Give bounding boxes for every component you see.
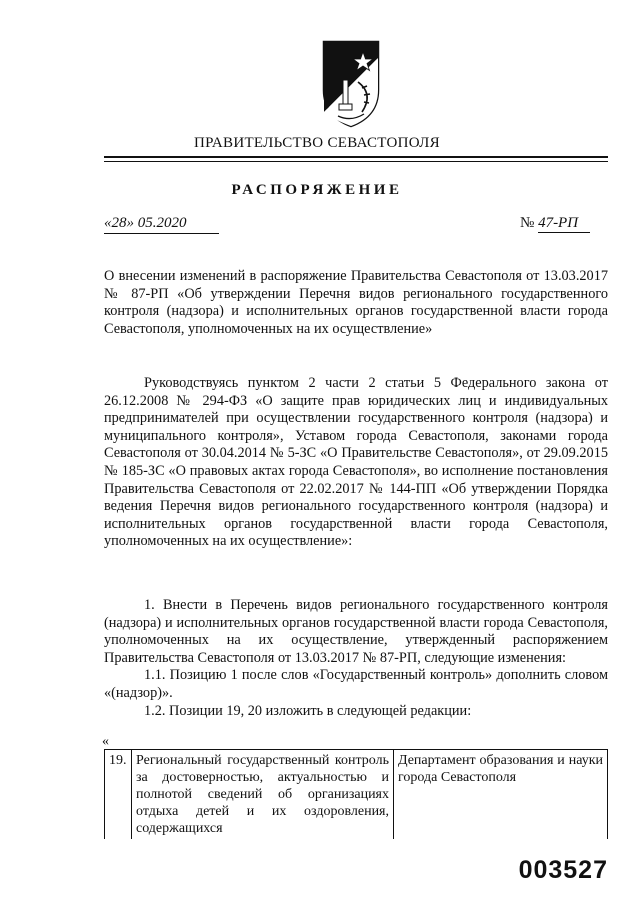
table-row bbox=[105, 750, 608, 840]
document-number bbox=[520, 215, 608, 233]
document-subject bbox=[104, 268, 608, 338]
document-number-value: 47-РП bbox=[538, 215, 590, 233]
subject-text: О внесении изменений в распоряжение Правительства Севастополя от 13.03.2017 № 87-РП «Об утверждении Перечня видов регионального государственного контроля (надзора) и исполнительных органов государственной власти города Севастополя, уполномоченных на их осуществление» bbox=[104, 268, 608, 337]
order-item-1-2: 1.2. Позиции 19, 20 изложить в следующей редакции: bbox=[144, 702, 472, 719]
position-description: Региональный государственный контроль за достоверностью, актуальностью и полнотой сведений об организациях отдыха детей и их оздоровления, содержащихся bbox=[132, 750, 394, 840]
position-department: Департамент образования и науки города Севастополя bbox=[394, 750, 608, 840]
sevastopol-coat-of-arms-icon bbox=[318, 38, 384, 128]
serial-number: 003527 bbox=[518, 856, 608, 884]
quote-open-mark: « bbox=[102, 734, 109, 749]
header-rule-thin bbox=[104, 161, 608, 162]
document-number-prefix: № bbox=[520, 215, 535, 231]
document-date: «28» 05.2020 bbox=[104, 215, 219, 234]
legal-basis bbox=[104, 375, 608, 551]
document-type: РАСПОРЯЖЕНИЕ bbox=[231, 182, 403, 198]
government-title: ПРАВИТЕЛЬСТВО СЕВАСТОПОЛЯ bbox=[194, 135, 440, 151]
order-item-1: 1. Внести в Перечень видов регионального государственного контроля (надзора) и исполнительных органов государственной власти города Севастополя, уполномоченных на их осуществление, утвержденный распоряжением Правительства Севастополя от 13.03.2017 № 87-РП, следующие изменения: bbox=[104, 597, 608, 666]
header-rule-thick bbox=[104, 156, 608, 158]
position-number: 19. bbox=[105, 750, 132, 840]
order-section bbox=[104, 597, 608, 720]
basis-text: Руководствуясь пунктом 2 части 2 статьи 5 Федерального закона от 26.12.2008 № 294-ФЗ «О защите прав юридических лиц и индивидуальных предпринимателей при осуществлении государственного контроля (надзора) и муниципального контроля», Уставом города Севастополя, законами города Севастополя от 30.04.2014 № 5-ЗС «О Правительстве Севастополя», от 29.09.2015 № 185-ЗС «О правовых актах города Севастополя», во исполнение постановления Правительства Севастополя от 22.02.2017 № 144-ПП «Об утверждении Порядка ведения Перечня видов регионального государственного контроля (надзора) и исполнительных органов государственной власти города Севастополя, уполномоченных на их осуществление»: bbox=[104, 375, 608, 550]
positions-table bbox=[104, 749, 608, 839]
order-item-1-1: 1.1. Позицию 1 после слов «Государственный контроль» дополнить словом «(надзор)». bbox=[104, 667, 608, 701]
